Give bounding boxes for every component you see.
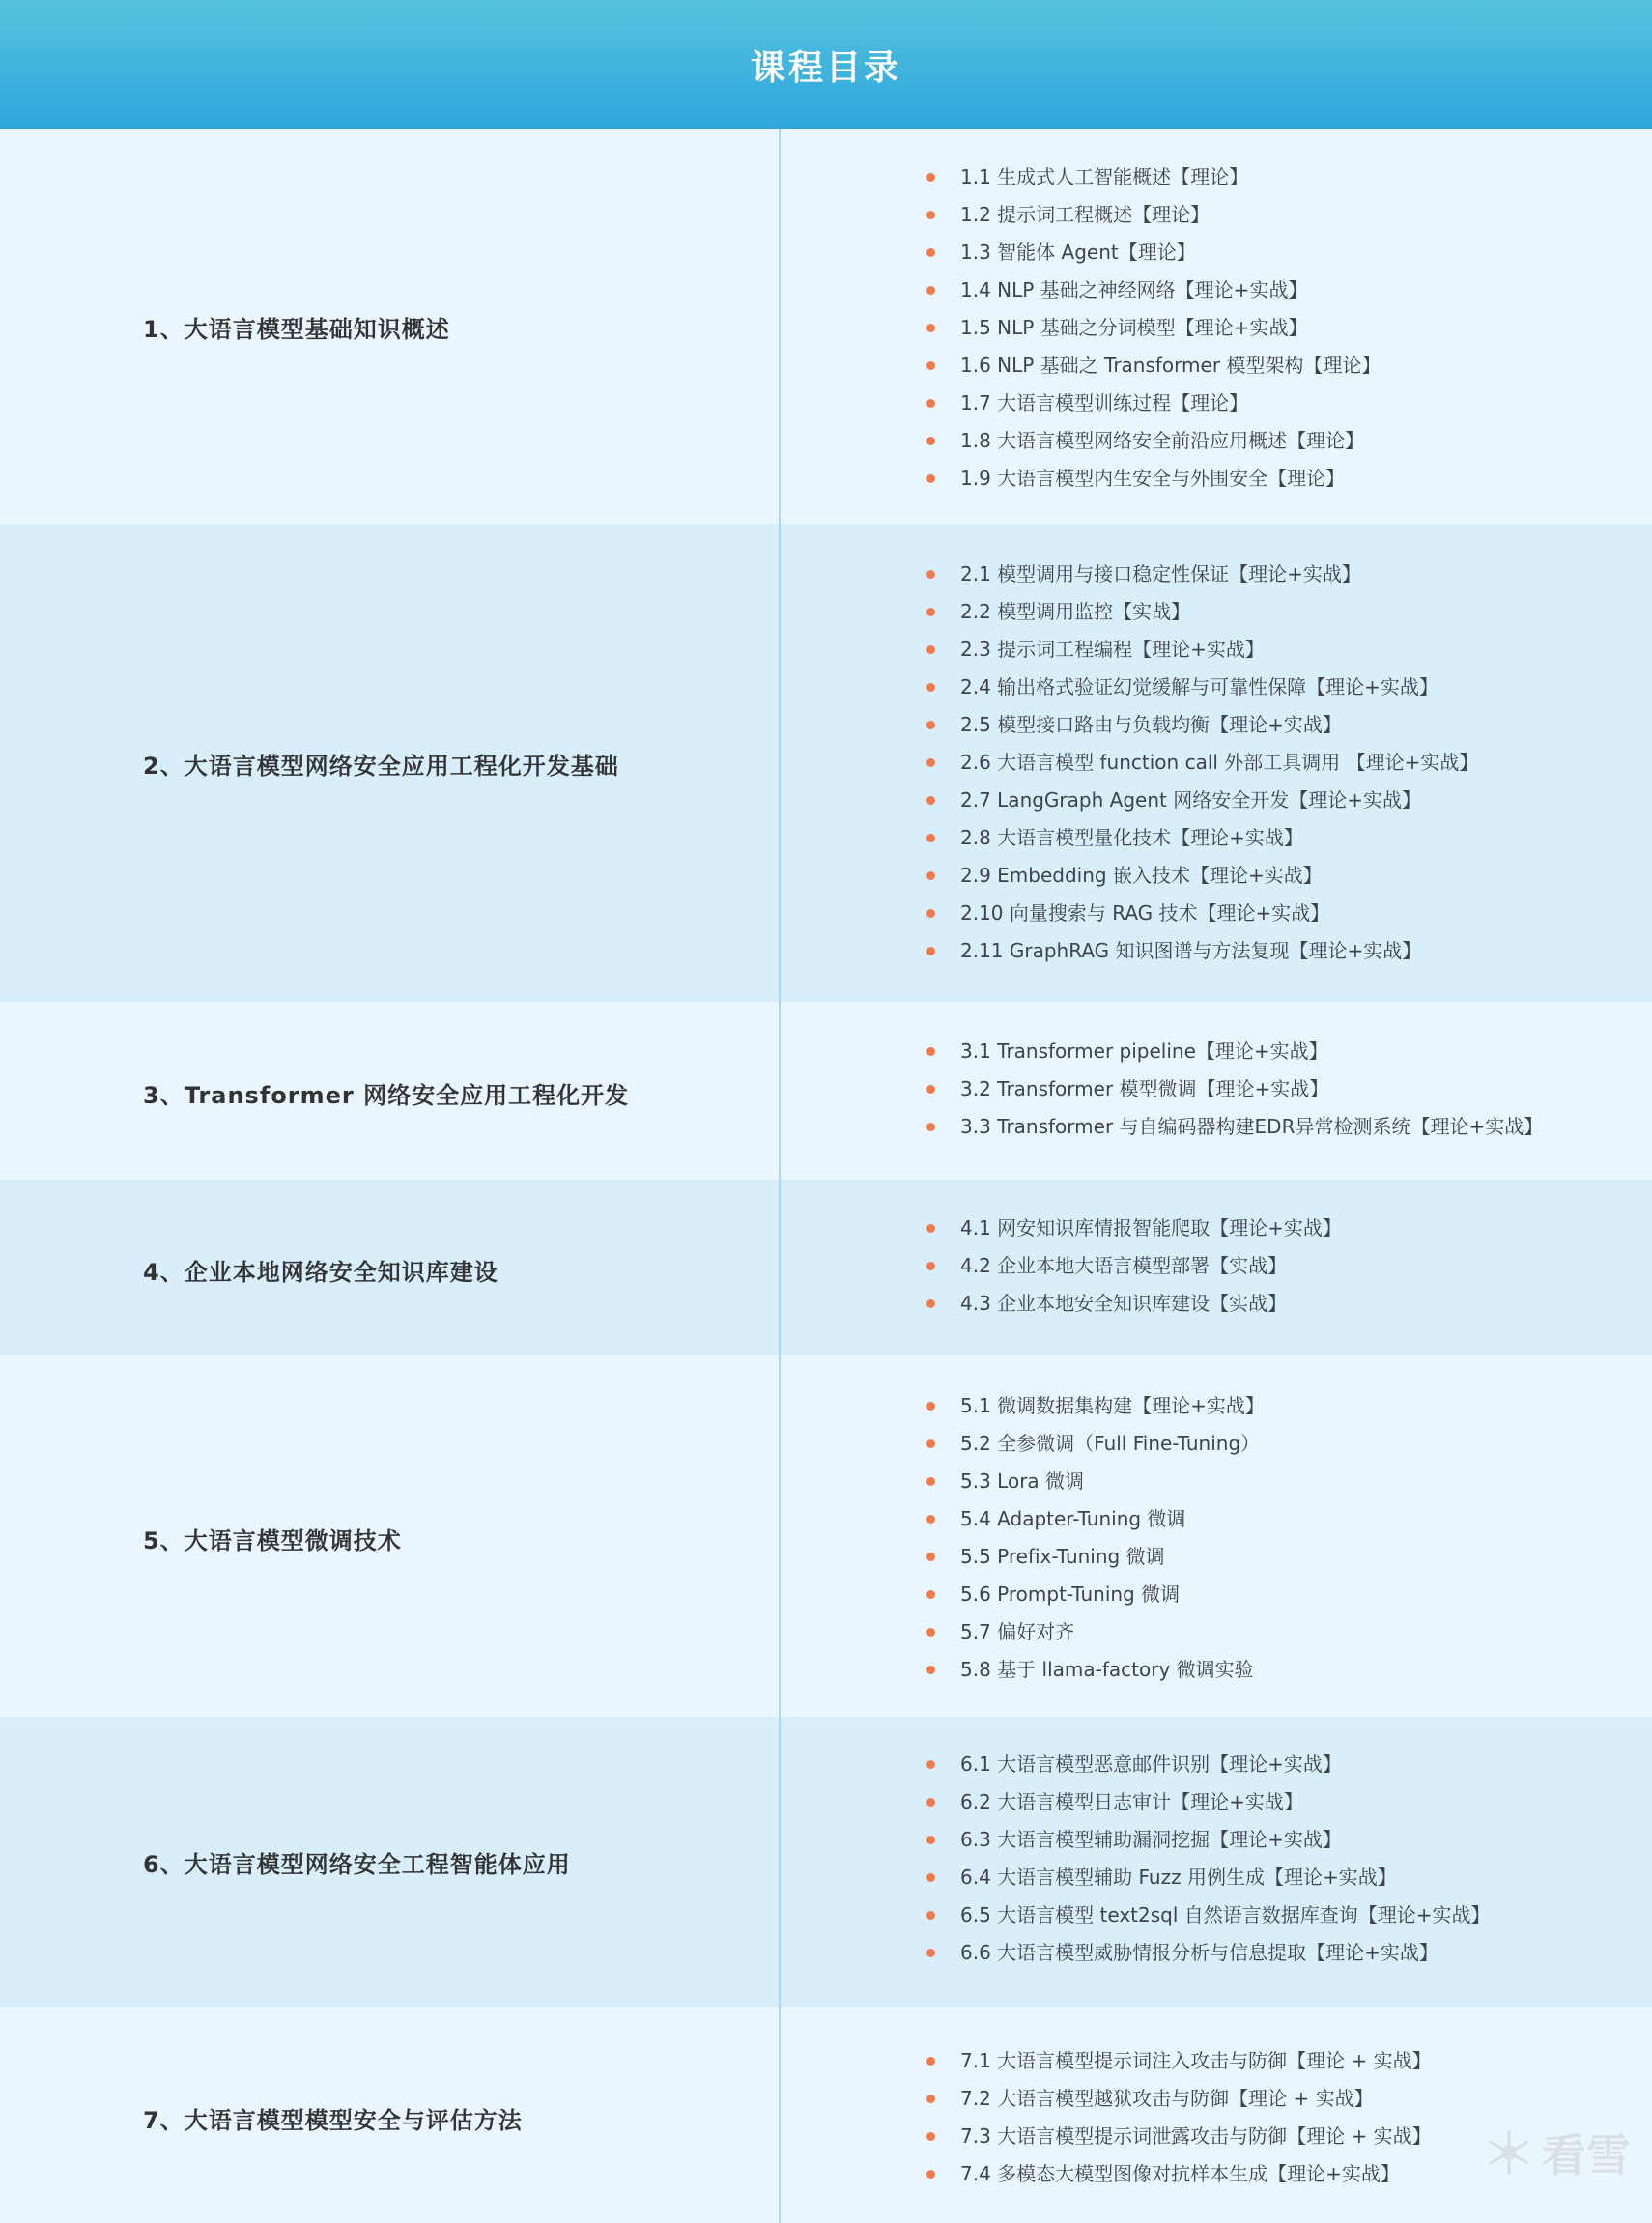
lesson-list [926, 1746, 1491, 1972]
bullet-dot-icon [926, 474, 935, 483]
lesson-list [926, 1210, 1342, 1323]
list-item: 1.6 NLP 基础之 Transformer 模型架构【理论】 [926, 347, 1381, 385]
column-divider [779, 129, 781, 2223]
module-title: 6、大语言模型网络安全工程智能体应用 [143, 1851, 571, 1878]
list-item: 2.4 输出格式验证幻觉缓解与可靠性保障【理论+实战】 [926, 669, 1478, 706]
bullet-dot-icon [926, 324, 935, 332]
bullet-dot-icon [926, 947, 935, 955]
bullet-dot-icon [926, 399, 935, 408]
bullet-dot-icon [926, 1262, 935, 1270]
list-item: 4.1 网安知识库情报智能爬取【理论+实战】 [926, 1210, 1342, 1247]
list-item: 5.7 偏好对齐 [926, 1613, 1265, 1651]
bullet-dot-icon [926, 1439, 935, 1448]
watermark [1484, 2121, 1631, 2184]
list-item: 1.3 智能体 Agent【理论】 [926, 234, 1381, 271]
list-item: 5.5 Prefix-Tuning 微调 [926, 1538, 1265, 1576]
module-title: 4、企业本地网络安全知识库建设 [143, 1259, 498, 1286]
bullet-dot-icon [926, 1515, 935, 1524]
bullet-dot-icon [926, 1628, 935, 1637]
bullet-dot-icon [926, 570, 935, 579]
list-item: 6.5 大语言模型 text2sql 自然语言数据库查询【理论+实战】 [926, 1896, 1491, 1934]
page-header [0, 0, 1652, 129]
list-item: 2.5 模型接口路由与负载均衡【理论+实战】 [926, 706, 1478, 744]
lesson-list [926, 2042, 1432, 2193]
bullet-dot-icon [926, 1798, 935, 1807]
watermark-text: 看雪 [1542, 2129, 1631, 2181]
bullet-dot-icon [926, 248, 935, 257]
bullet-dot-icon [926, 1553, 935, 1561]
list-item: 1.5 NLP 基础之分词模型【理论+实战】 [926, 309, 1381, 347]
bullet-dot-icon [926, 645, 935, 654]
module-title: 7、大语言模型模型安全与评估方法 [143, 2107, 523, 2134]
bullet-dot-icon [926, 721, 935, 729]
snowflake-icon [1484, 2127, 1534, 2178]
list-item: 5.2 全参微调（Full Fine-Tuning） [926, 1425, 1265, 1463]
list-item: 7.4 多模态大模型图像对抗样本生成【理论+实战】 [926, 2155, 1432, 2193]
list-item: 3.3 Transformer 与自编码器构建EDR异常检测系统【理论+实战】 [926, 1108, 1543, 1146]
bullet-dot-icon [926, 1911, 935, 1920]
bullet-dot-icon [926, 1402, 935, 1411]
bullet-dot-icon [926, 286, 935, 295]
lesson-list [926, 1387, 1265, 1689]
list-item: 2.7 LangGraph Agent 网络安全开发【理论+实战】 [926, 782, 1478, 819]
bullet-dot-icon [926, 2170, 935, 2179]
list-item: 2.2 模型调用监控【实战】 [926, 593, 1478, 631]
list-item: 5.6 Prompt-Tuning 微调 [926, 1576, 1265, 1613]
bullet-dot-icon [926, 1666, 935, 1674]
list-item: 1.9 大语言模型内生安全与外围安全【理论】 [926, 460, 1381, 498]
list-item: 5.4 Adapter-Tuning 微调 [926, 1500, 1265, 1538]
list-item: 1.7 大语言模型训练过程【理论】 [926, 385, 1381, 422]
list-item: 2.6 大语言模型 function call 外部工具调用 【理论+实战】 [926, 744, 1478, 782]
bullet-dot-icon [926, 173, 935, 182]
list-item: 4.3 企业本地安全知识库建设【实战】 [926, 1285, 1342, 1323]
list-item: 7.2 大语言模型越狱攻击与防御【理论 + 实战】 [926, 2080, 1432, 2118]
list-item: 2.1 模型调用与接口稳定性保证【理论+实战】 [926, 556, 1478, 593]
bullet-dot-icon [926, 1949, 935, 1957]
list-item: 1.8 大语言模型网络安全前沿应用概述【理论】 [926, 422, 1381, 460]
list-item: 5.1 微调数据集构建【理论+实战】 [926, 1387, 1265, 1425]
bullet-dot-icon [926, 1299, 935, 1308]
list-item: 1.2 提示词工程概述【理论】 [926, 196, 1381, 234]
list-item: 2.9 Embedding 嵌入技术【理论+实战】 [926, 857, 1478, 895]
bullet-dot-icon [926, 683, 935, 692]
bullet-dot-icon [926, 437, 935, 445]
bullet-dot-icon [926, 909, 935, 918]
module-row-1 [0, 129, 1652, 524]
module-row-7 [0, 2007, 1652, 2223]
module-row-6 [0, 1717, 1652, 2007]
list-item: 6.3 大语言模型辅助漏洞挖掘【理论+实战】 [926, 1821, 1491, 1859]
lesson-list [926, 158, 1381, 498]
bullet-dot-icon [926, 361, 935, 370]
module-title: 3、Transformer 网络安全应用工程化开发 [143, 1082, 630, 1109]
module-row-2 [0, 524, 1652, 1002]
bullet-dot-icon [926, 2057, 935, 2066]
list-item: 4.2 企业本地大语言模型部署【实战】 [926, 1247, 1342, 1285]
course-table [0, 129, 1652, 2223]
list-item: 7.1 大语言模型提示词注入攻击与防御【理论 + 实战】 [926, 2042, 1432, 2080]
bullet-dot-icon [926, 1477, 935, 1486]
list-item: 5.8 基于 llama-factory 微调实验 [926, 1651, 1265, 1689]
list-item: 2.11 GraphRAG 知识图谱与方法复现【理论+实战】 [926, 932, 1478, 970]
lesson-list [926, 1033, 1543, 1146]
page-title: 课程目录 [750, 47, 901, 88]
bullet-dot-icon [926, 1760, 935, 1769]
bullet-dot-icon [926, 2095, 935, 2103]
list-item: 6.4 大语言模型辅助 Fuzz 用例生成【理论+实战】 [926, 1859, 1491, 1896]
list-item: 1.1 生成式人工智能概述【理论】 [926, 158, 1381, 196]
module-title: 1、大语言模型基础知识概述 [143, 316, 450, 343]
list-item: 3.2 Transformer 模型微调【理论+实战】 [926, 1070, 1543, 1108]
list-item: 2.8 大语言模型量化技术【理论+实战】 [926, 819, 1478, 857]
bullet-dot-icon [926, 1123, 935, 1131]
module-title: 5、大语言模型微调技术 [143, 1527, 402, 1554]
list-item: 3.1 Transformer pipeline【理论+实战】 [926, 1033, 1543, 1070]
list-item: 7.3 大语言模型提示词泄露攻击与防御【理论 + 实战】 [926, 2118, 1432, 2155]
lesson-list [926, 556, 1478, 970]
bullet-dot-icon [926, 871, 935, 880]
bullet-dot-icon [926, 1836, 935, 1844]
list-item: 1.4 NLP 基础之神经网络【理论+实战】 [926, 271, 1381, 309]
bullet-dot-icon [926, 1047, 935, 1056]
module-row-5 [0, 1355, 1652, 1717]
module-row-4 [0, 1180, 1652, 1355]
module-title: 2、大语言模型网络安全应用工程化开发基础 [143, 753, 619, 780]
bullet-dot-icon [926, 608, 935, 616]
module-row-3 [0, 1002, 1652, 1180]
bullet-dot-icon [926, 1873, 935, 1882]
list-item: 2.10 向量搜索与 RAG 技术【理论+实战】 [926, 895, 1478, 932]
bullet-dot-icon [926, 758, 935, 767]
list-item: 2.3 提示词工程编程【理论+实战】 [926, 631, 1478, 669]
bullet-dot-icon [926, 1224, 935, 1233]
bullet-dot-icon [926, 211, 935, 219]
bullet-dot-icon [926, 1085, 935, 1094]
list-item: 6.2 大语言模型日志审计【理论+实战】 [926, 1783, 1491, 1821]
bullet-dot-icon [926, 2132, 935, 2141]
list-item: 6.1 大语言模型恶意邮件识别【理论+实战】 [926, 1746, 1491, 1783]
bullet-dot-icon [926, 834, 935, 842]
list-item: 5.3 Lora 微调 [926, 1463, 1265, 1500]
bullet-dot-icon [926, 1590, 935, 1599]
bullet-dot-icon [926, 796, 935, 805]
list-item: 6.6 大语言模型威胁情报分析与信息提取【理论+实战】 [926, 1934, 1491, 1972]
